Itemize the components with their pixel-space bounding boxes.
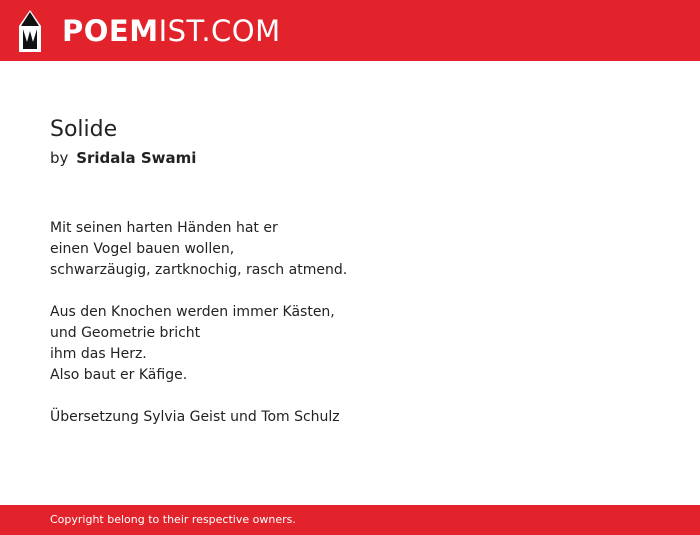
site-logo-link[interactable]	[16, 8, 281, 54]
site-header	[0, 0, 700, 61]
poem-byline	[50, 149, 196, 169]
by-label: by	[50, 149, 69, 167]
logo-text-bold: POEM	[62, 13, 159, 48]
logo-text-light: IST.COM	[158, 13, 281, 48]
copyright-notice: Copyright belong to their respective owners.	[50, 513, 296, 526]
pencil-tip-icon	[16, 9, 44, 53]
poem-title: Solide	[50, 117, 118, 142]
site-logo-text	[62, 13, 281, 48]
author-link[interactable]: Sridala Swami	[76, 149, 197, 167]
poem-body: Mit seinen harten Händen hat er einen Vogel bauen wollen, schwarzäugig, zartknochig, rasch atmend. Aus den Knochen werden immer Kästen, und Geometrie bricht ihm das Herz. Also baut er Käfige. Übersetzung Sylvia Geist und Tom Schulz	[50, 220, 348, 425]
site-footer	[0, 505, 700, 535]
